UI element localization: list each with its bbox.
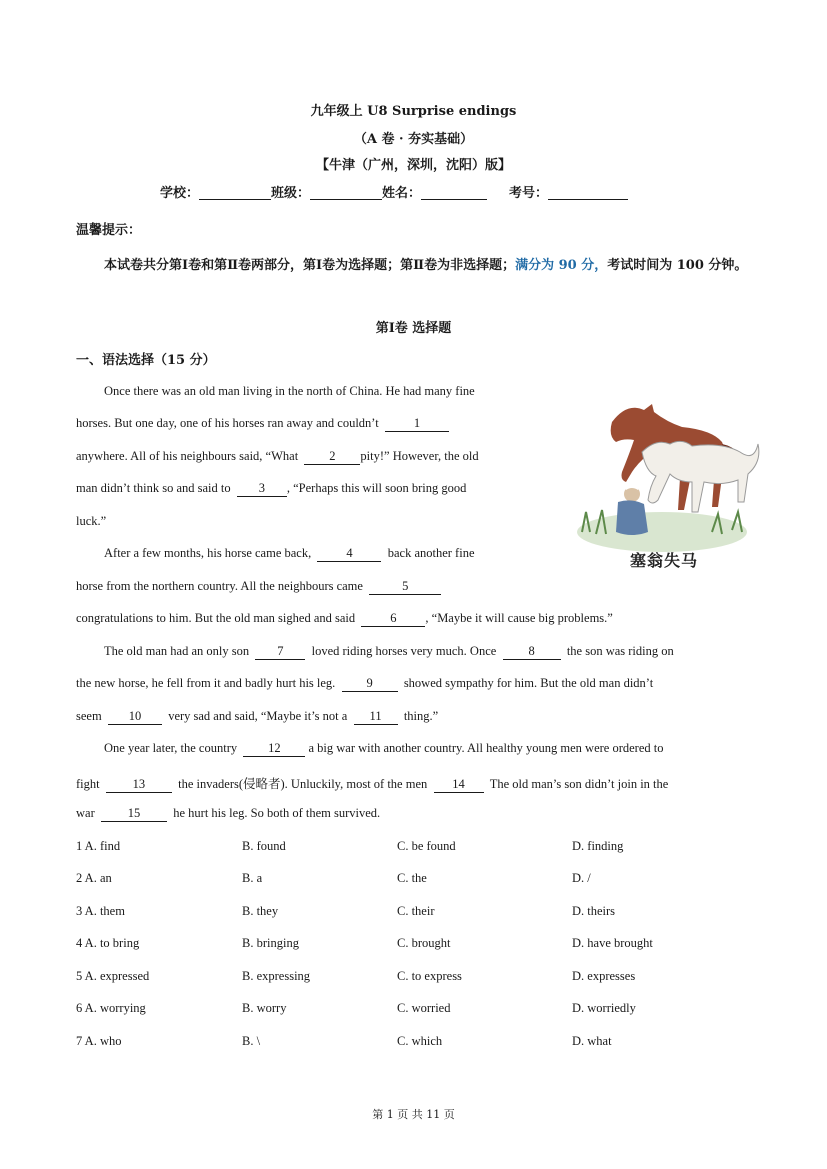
tips-text-part2: 考试时间为 100 分钟。 [607,258,748,273]
passage-line [76,514,106,529]
passage-line [76,416,449,432]
passage-line [76,709,438,725]
q6-option-b[interactable]: B. worry [242,1001,287,1015]
passage-text: the son was riding on [566,644,674,658]
passage-text: The old man’s son didn’t join in the [489,777,669,791]
student-info-line [160,182,628,201]
section-title: 第Ⅰ卷 选择题 [375,321,452,336]
passage-text: he hurt his leg. So both of them survived. [173,806,381,820]
passage-line [76,481,466,497]
blank-1[interactable]: 1 [385,416,449,432]
blank-12[interactable]: 12 [243,741,305,757]
q4-option-b[interactable]: B. bringing [242,936,299,950]
passage-text: man didn’t think so and said to [76,481,231,495]
q1-option-a[interactable]: 1 A. find [76,839,121,853]
q5-option-b[interactable]: B. expressing [242,969,311,983]
passage-text: seem [76,709,102,723]
passage-text: One year later, the country [104,741,238,755]
name-label: 姓名： [382,186,422,201]
passage-text: loved riding horses very much. Once [311,644,497,658]
passage-line [104,546,475,562]
blank-14[interactable]: 14 [434,777,484,793]
class-label: 班级： [271,186,311,201]
blank-13[interactable]: 13 [106,777,172,793]
q4-option-d[interactable]: D. have brought [572,936,653,950]
exam-title: 九年级上 U8 Surprise endings [310,104,517,119]
q4-option-c[interactable]: C. brought [397,936,451,950]
q4-option-a[interactable]: 4 A. to bring [76,936,140,950]
passage-line [76,579,441,595]
passage-text: The old man had an only son [104,644,250,658]
q3-option-c[interactable]: C. their [397,904,435,918]
passage-line [76,806,380,822]
part-title: 一、语法选择（15 分） [76,353,216,368]
passage-text: very sad and said, “Maybe it’s not a [168,709,348,723]
horse-illustration [572,382,768,578]
passage-line [104,741,664,757]
tips-text [76,250,756,282]
q5-option-c[interactable]: C. to express [397,969,462,983]
school-blank [199,185,271,200]
school-label: 学校： [160,186,200,201]
exam-no-blank [548,185,628,200]
q3-option-a[interactable]: 3 A. them [76,904,125,918]
exam-subtitle: （A 卷 · 夯实基础） [353,132,474,147]
passage-text: thing.” [403,709,439,723]
blank-11[interactable]: 11 [354,709,398,725]
exam-no-label: 考号： [509,186,549,201]
blank-10[interactable]: 10 [108,709,162,725]
q1-option-d[interactable]: D. finding [572,839,624,853]
q2-option-c[interactable]: C. the [397,871,427,885]
passage-text: back another fine [387,546,475,560]
blank-8[interactable]: 8 [503,644,561,660]
q7-option-c[interactable]: C. which [397,1034,443,1048]
passage-line [76,611,613,627]
passage-text: fight [76,777,100,791]
tips-label: 温馨提示： [76,223,142,238]
passage-text: a big war with another country. All healthy young men were ordered to [308,741,664,755]
illustration-caption: 塞翁失马 [630,551,699,570]
passage-line [76,676,653,692]
q7-option-d[interactable]: D. what [572,1034,612,1048]
class-blank [310,185,382,200]
blank-15[interactable]: 15 [101,806,167,822]
q1-option-b[interactable]: B. found [242,839,286,853]
tips-score-highlight: 满分为 90 分， [515,258,608,273]
blank-7[interactable]: 7 [255,644,305,660]
passage-text: war [76,806,95,820]
name-blank [421,185,487,200]
exam-edition: 【牛津（广州，深圳，沈阳）版】 [315,158,511,173]
passage-text: , “Maybe it will cause big problems.” [425,611,613,625]
q3-option-d[interactable]: D. theirs [572,904,616,918]
q6-option-d[interactable]: D. worriedly [572,1001,636,1015]
passage-line [104,384,475,399]
blank-5[interactable]: 5 [369,579,441,595]
q6-option-c[interactable]: C. worried [397,1001,451,1015]
passage-text: horses. But one day, one of his horses ran away and couldn’t [76,416,379,430]
q2-option-d[interactable]: D. / [572,871,591,885]
passage-text: the invaders(侵略者). Unluckily, most of the men [178,777,428,791]
q2-option-a[interactable]: 2 A. an [76,871,112,885]
q6-option-a[interactable]: 6 A. worrying [76,1001,146,1015]
q2-option-b[interactable]: B. a [242,871,263,885]
q3-option-b[interactable]: B. they [242,904,279,918]
q5-option-a[interactable]: 5 A. expressed [76,969,150,983]
page-footer: 第 1 页 共 11 页 [372,1108,455,1121]
tips-text-part1: 本试卷共分第Ⅰ卷和第Ⅱ卷两部分，第Ⅰ卷为选择题；第Ⅱ卷为非选择题； [104,258,516,273]
passage-line [76,774,668,793]
passage-text: After a few months, his horse came back, [104,546,312,560]
passage-line [76,449,479,465]
passage-text: pity!” However, the old [360,449,479,463]
passage-text: luck.” [76,514,107,528]
q7-option-b[interactable]: B. \ [242,1034,261,1048]
passage-line [104,644,674,660]
passage-text: anywhere. All of his neighbours said, “What [76,449,299,463]
passage-text: horse from the northern country. All the neighbours came [76,579,363,593]
q5-option-d[interactable]: D. expresses [572,969,636,983]
blank-3[interactable]: 3 [237,481,287,497]
q1-option-c[interactable]: C. be found [397,839,456,853]
passage-text: , “Perhaps this will soon bring good [286,481,467,495]
passage-text: Once there was an old man living in the north of China. He had many fine [104,384,475,398]
q7-option-a[interactable]: 7 A. who [76,1034,122,1048]
blank-4[interactable]: 4 [317,546,381,562]
passage-text: showed sympathy for him. But the old man didn’t [403,676,654,690]
blank-9[interactable]: 9 [342,676,398,692]
blank-2[interactable]: 2 [304,449,360,465]
passage-text: congratulations to him. But the old man sighed and said [76,611,356,625]
blank-6[interactable]: 6 [361,611,425,627]
passage-text: the new horse, he fell from it and badly hurt his leg. [76,676,336,690]
